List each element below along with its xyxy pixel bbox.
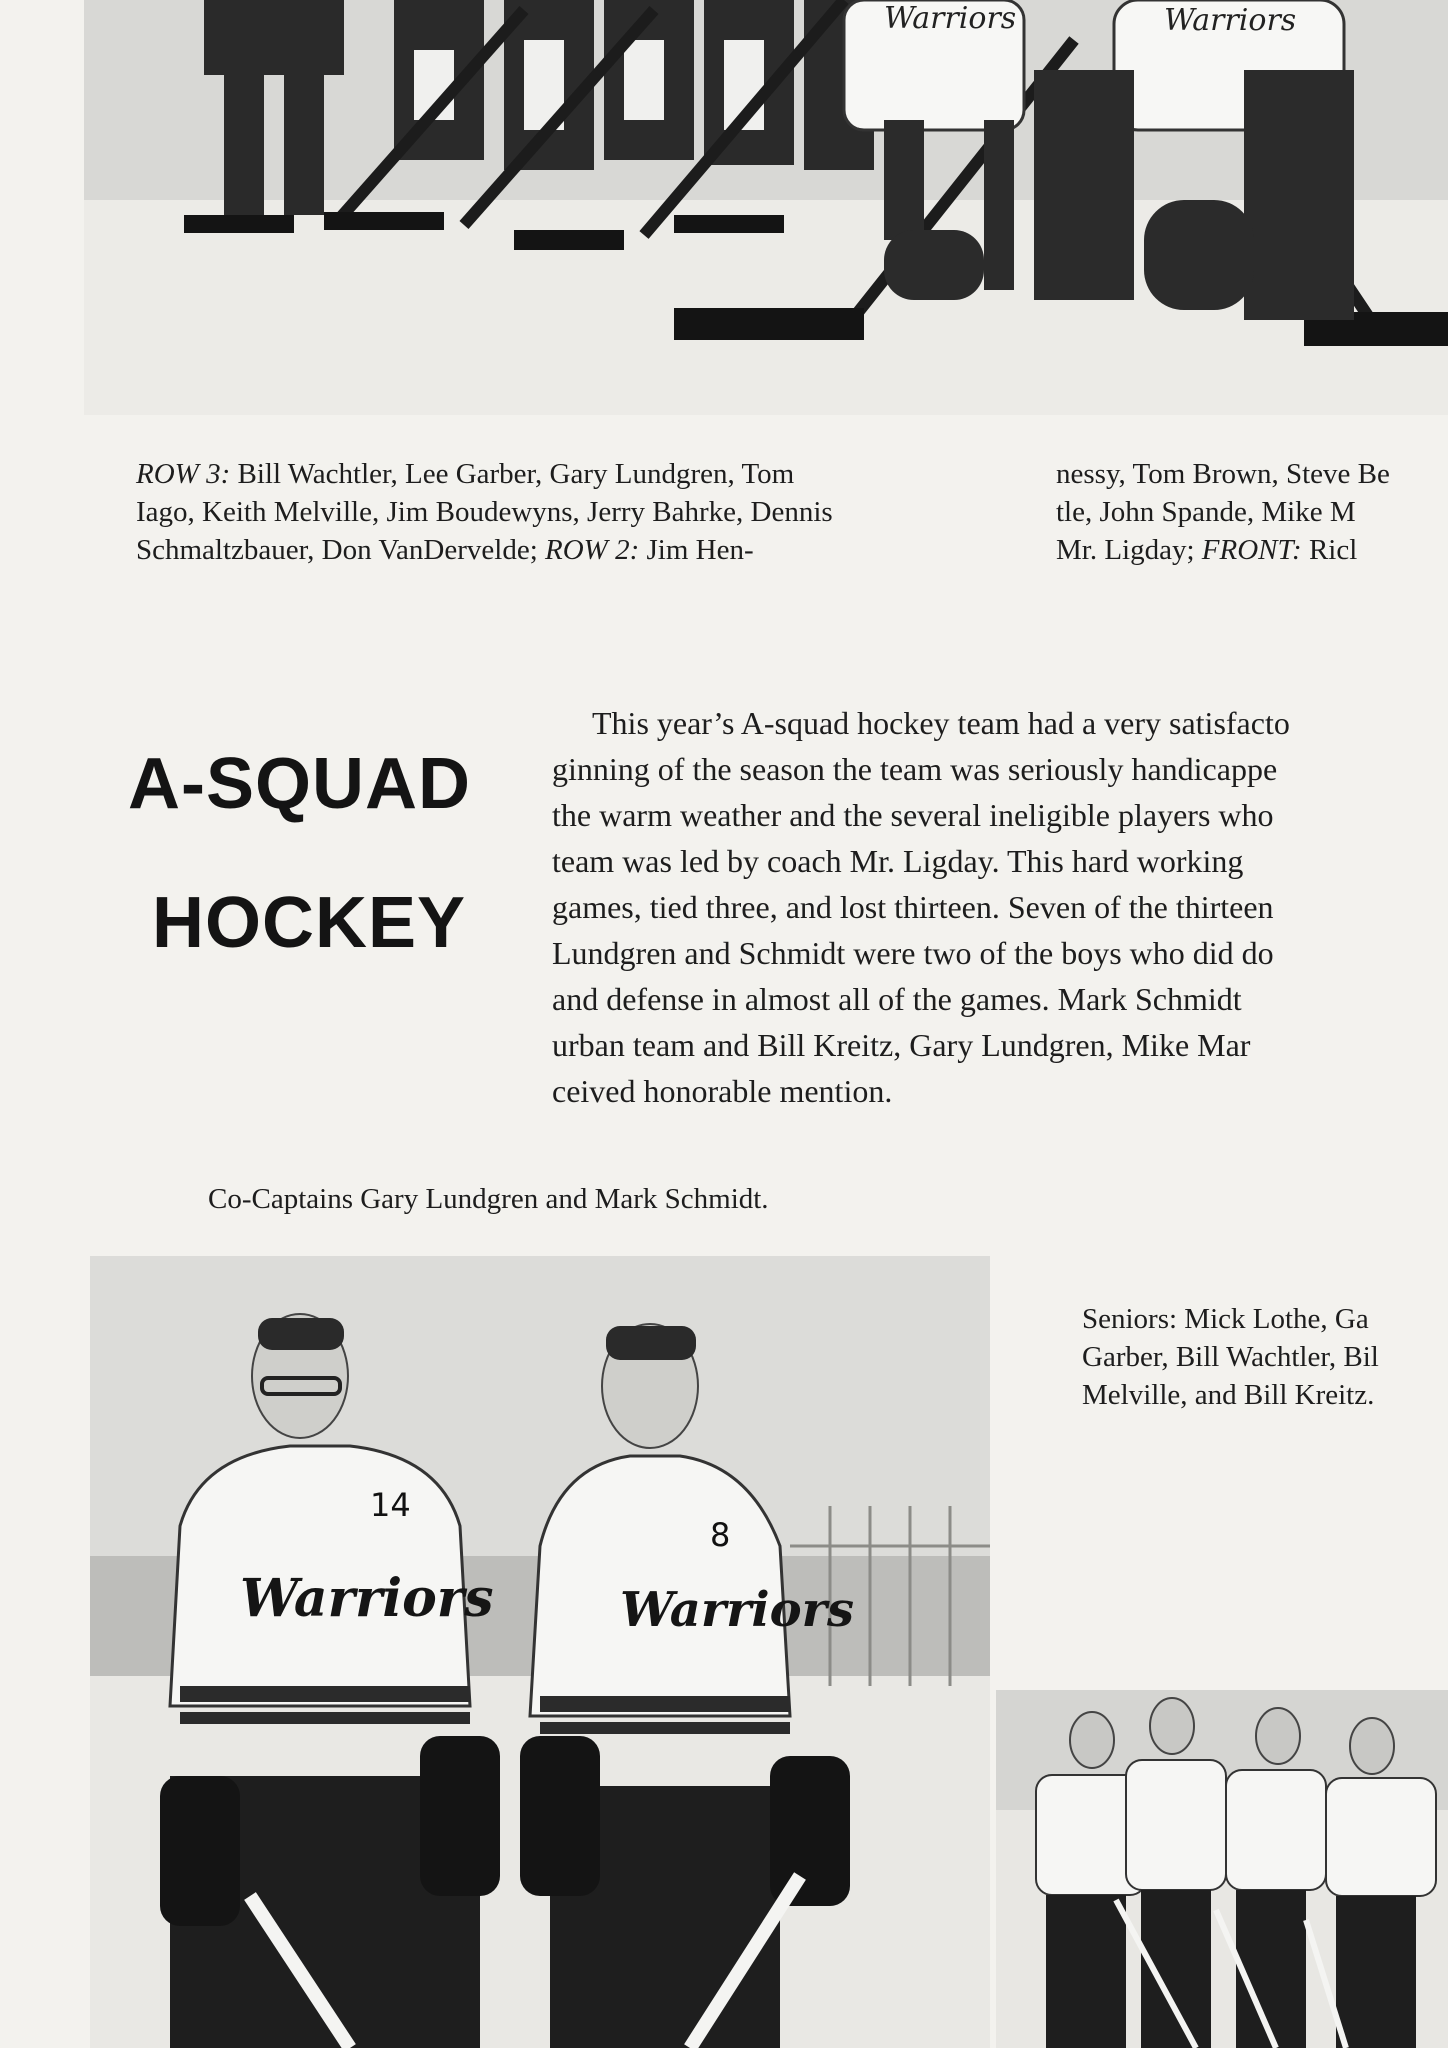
caption-row-label: ROW 2:: [545, 534, 640, 566]
top-caption-right: [1056, 455, 1390, 569]
seniors-caption: [1082, 1300, 1379, 1414]
body-line: urban team and Bill Kreitz, Gary Lundgren, Mike Mar: [552, 1027, 1251, 1063]
caption-text: Mr. Ligday;: [1056, 534, 1202, 566]
article-body: [552, 700, 1290, 1114]
section-heading-line1: A-SQUAD: [128, 744, 471, 824]
caption-line: Melville, and Bill Kreitz.: [1082, 1379, 1375, 1411]
caption-line: nessy, Tom Brown, Steve Be: [1056, 458, 1390, 490]
caption-row-label: FRONT:: [1201, 534, 1302, 566]
caption-line: [136, 493, 833, 531]
body-line: Lundgren and Schmidt were two of the boys who did do: [552, 935, 1274, 971]
jersey-script: Warriors: [620, 1582, 854, 1638]
cocaptains-photo: [90, 1256, 990, 2048]
svg-text:Warriors: Warriors: [884, 1, 1017, 36]
svg-text:Warriors: Warriors: [1164, 3, 1297, 38]
body-line: ginning of the season the team was seriously handicappe: [552, 751, 1278, 787]
caption-text: Iago, Keith Melville, Jim Boudewyns, Jerry Bahrke, Dennis: [136, 496, 833, 528]
caption-text: Schmaltzbauer, Don VanDervelde;: [136, 534, 546, 566]
caption-line: Garber, Bill Wachtler, Bil: [1082, 1341, 1379, 1373]
top-caption-left: [136, 455, 833, 569]
jersey-number: 14: [370, 1486, 411, 1524]
body-line: the warm weather and the several ineligible players who: [552, 797, 1274, 833]
caption-line: Seniors: Mick Lothe, Ga: [1082, 1303, 1369, 1335]
caption-line: [1056, 531, 1390, 569]
cocaptains-caption: Co-Captains Gary Lundgren and Mark Schmidt.: [208, 1183, 769, 1215]
caption-text: Bill Wachtler, Lee Garber, Gary Lundgren, Tom: [230, 458, 795, 490]
caption-line: [136, 531, 833, 569]
jersey-script: Warriors: [240, 1568, 494, 1629]
body-line: games, tied three, and lost thirteen. Seven of the thirteen: [552, 889, 1274, 925]
body-line: team was led by coach Mr. Ligday. This hard working: [552, 843, 1244, 879]
caption-row-label: ROW 3:: [136, 458, 231, 490]
body-line: This year’s A-squad hockey team had a very satisfacto: [592, 705, 1290, 741]
caption-text: Jim Hen-: [639, 534, 754, 566]
body-line: ceived honorable mention.: [552, 1073, 893, 1109]
caption-line: [136, 455, 833, 493]
section-heading-line2: HOCKEY: [152, 883, 467, 963]
caption-line: tle, John Spande, Mike M: [1056, 496, 1356, 528]
seniors-photo: [996, 1690, 1448, 2048]
jersey-number: 8: [710, 1516, 731, 1554]
caption-text: Ricl: [1301, 534, 1358, 566]
team-photo: [84, 0, 1448, 415]
body-line: and defense in almost all of the games. Mark Schmidt: [552, 981, 1242, 1017]
